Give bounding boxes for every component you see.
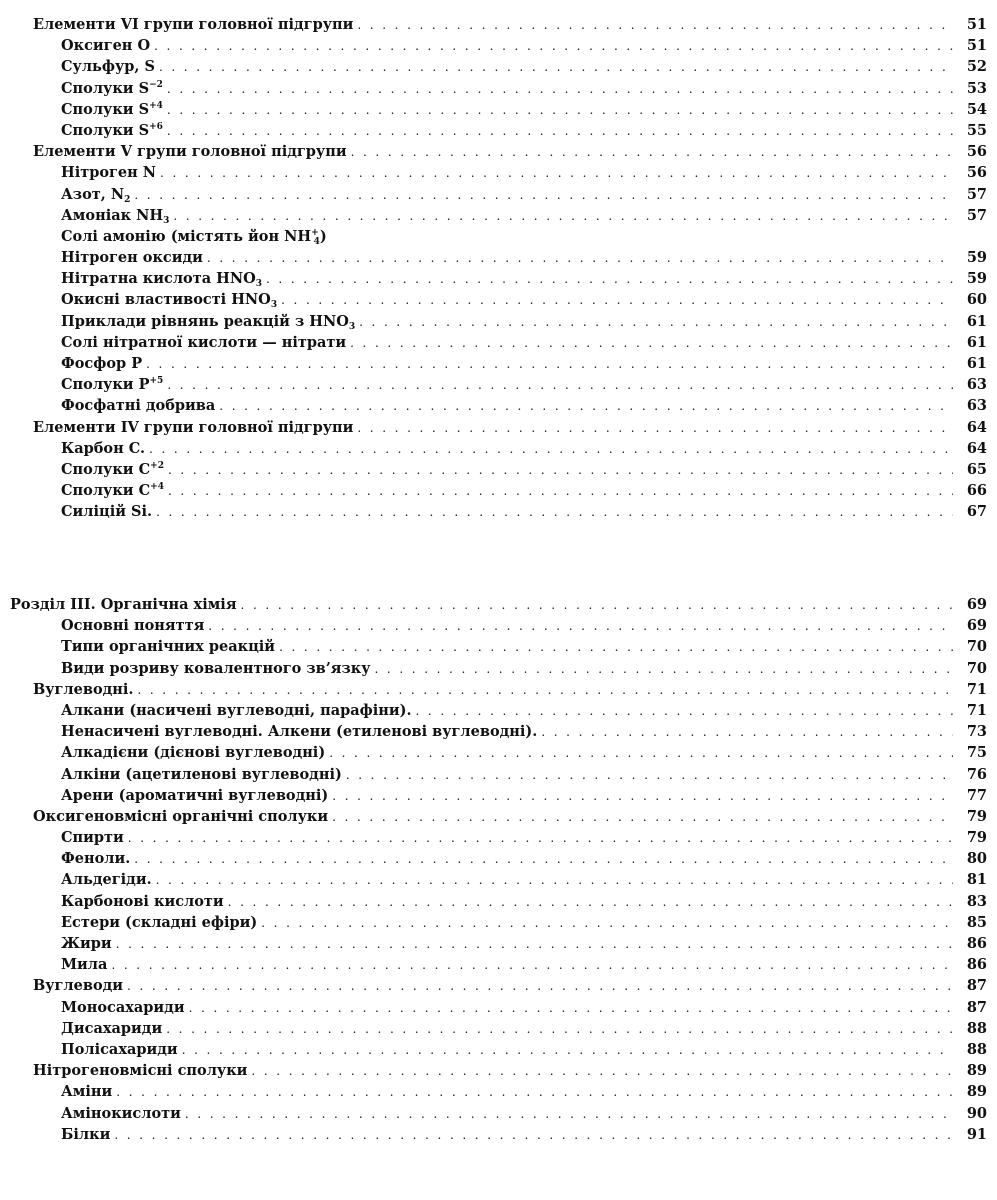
entry-title — [61, 268, 262, 289]
dot-leader — [359, 312, 953, 333]
entry-title-text: Типи органічних реакцій — [61, 638, 276, 656]
entry-title — [61, 615, 204, 636]
toc-entry[interactable] — [0, 997, 997, 1018]
entry-title — [61, 247, 203, 268]
entry-title-text: Сполуки P — [61, 376, 150, 394]
dot-leader — [281, 290, 953, 311]
entry-title — [61, 78, 163, 99]
page-number: 61 — [966, 312, 987, 330]
dot-leader — [167, 79, 953, 100]
toc-entry[interactable] — [0, 700, 997, 721]
dot-leader — [167, 121, 953, 142]
toc-entry[interactable] — [0, 1103, 997, 1124]
dot-leader — [329, 743, 953, 764]
dot-leader — [346, 765, 953, 786]
entry-title — [61, 1081, 112, 1102]
dot-leader — [114, 1125, 953, 1146]
entry-title-text: Арени (ароматичні вуглеводні) — [61, 786, 329, 804]
toc-section-entry[interactable] — [0, 594, 997, 615]
entry-title-text: Карбон C. — [61, 439, 146, 457]
dot-leader — [182, 1040, 953, 1061]
toc-section-entry[interactable] — [0, 14, 997, 35]
page-number: 91 — [966, 1125, 987, 1143]
dot-leader — [228, 892, 953, 913]
entry-title-text: Силіцій Si. — [61, 503, 153, 521]
toc-entry[interactable] — [0, 459, 997, 480]
entry-title — [61, 636, 275, 657]
entry-title — [33, 1060, 247, 1081]
entry-title-text: Сполуки C — [61, 482, 151, 500]
toc-entry[interactable] — [0, 1124, 997, 1145]
page-number: 69 — [966, 617, 987, 635]
entry-title-text: Оксиген O — [61, 37, 151, 55]
toc-entry[interactable] — [0, 289, 997, 310]
entry-title-text: Оксигеновмісні органічні сполуки — [33, 807, 329, 825]
page-number: 76 — [966, 765, 987, 783]
dot-leader — [156, 870, 953, 891]
entry-title — [61, 1018, 162, 1039]
toc-entry[interactable] — [0, 721, 997, 742]
dot-leader — [266, 269, 953, 290]
toc-entry[interactable] — [0, 226, 997, 247]
entry-title-text: Розділ III. Органічна хімія — [10, 596, 237, 613]
dot-leader — [208, 616, 953, 637]
page-number: 71 — [966, 701, 987, 719]
toc-section-entry[interactable] — [0, 417, 997, 438]
toc-entry[interactable] — [0, 78, 997, 99]
entry-title-text: Нітратна кислота HNO — [61, 270, 256, 288]
entry-title-text: Фосфатні добрива — [61, 397, 216, 415]
dot-leader — [154, 36, 953, 57]
toc-section-entry[interactable] — [0, 141, 997, 162]
entry-title — [61, 289, 277, 310]
toc-section-entry[interactable] — [0, 679, 997, 700]
toc-section-entry[interactable] — [0, 1060, 997, 1081]
dot-leader — [137, 680, 953, 701]
page-number: 51 — [966, 16, 987, 33]
entry-title-text: Елементи VI групи головної підгрупи — [33, 16, 354, 33]
toc-entry[interactable] — [0, 827, 997, 848]
entry-title — [61, 742, 325, 763]
toc-entry[interactable] — [0, 1039, 997, 1060]
dot-leader — [241, 595, 953, 616]
entry-title-text: Алкадієни (дієнові вуглеводні) — [61, 744, 326, 762]
toc-entry[interactable] — [0, 311, 997, 332]
entry-title — [33, 679, 133, 700]
dot-leader — [374, 659, 953, 680]
toc-entry[interactable] — [0, 332, 997, 353]
formula-subscript: 3 — [270, 300, 278, 311]
page-number: 71 — [966, 680, 987, 698]
page-number: 55 — [966, 121, 987, 139]
entry-title-text: Елементи V групи головної підгрупи — [33, 143, 347, 161]
dot-leader — [111, 955, 953, 976]
dot-leader — [156, 502, 953, 523]
entry-title — [61, 501, 152, 522]
entry-title-text: Вуглеводи — [33, 977, 124, 995]
page-number: 61 — [966, 355, 987, 372]
toc-entry[interactable] — [0, 438, 997, 459]
toc-entry[interactable] — [0, 395, 997, 416]
entry-title-text: Сульфур, S — [61, 58, 155, 76]
toc-entry[interactable] — [0, 162, 997, 183]
charge-superscript: +6 — [149, 121, 163, 132]
dot-leader — [116, 1082, 953, 1103]
dot-leader — [167, 100, 953, 121]
page-number: 77 — [966, 786, 987, 804]
toc-entry[interactable] — [0, 848, 997, 869]
page-number: 88 — [966, 1019, 987, 1037]
page-number: 87 — [966, 977, 987, 995]
entry-title — [61, 459, 164, 480]
entry-title — [61, 205, 169, 226]
page-number: 60 — [966, 291, 987, 309]
entry-title-text: Естери (складні ефіри) — [61, 913, 258, 931]
entry-title-text: Феноли. — [61, 850, 131, 868]
toc-block-organic — [0, 594, 997, 1145]
dot-leader — [168, 460, 953, 481]
toc-entry[interactable] — [0, 480, 997, 501]
entry-title — [61, 56, 155, 77]
dot-leader — [168, 481, 953, 502]
entry-title-text: Ненасичені вуглеводні. Алкени (етиленові вуглеводні). — [61, 723, 538, 741]
toc-entry[interactable] — [0, 247, 997, 268]
formula-subscript: 2 — [124, 194, 131, 205]
toc-entry[interactable] — [0, 353, 997, 374]
dot-leader — [167, 375, 953, 396]
toc-block-inorganic — [0, 14, 997, 523]
page-number: 70 — [966, 638, 987, 656]
charge-superscript: −2 — [149, 79, 163, 90]
formula-subscript: 3 — [255, 279, 262, 290]
entry-title — [10, 594, 237, 615]
page-number: 69 — [966, 596, 987, 613]
toc-entry[interactable] — [0, 869, 997, 890]
entry-title-text: Окисні властивості HNO — [61, 291, 271, 309]
toc-entry[interactable] — [0, 1081, 997, 1102]
entry-title — [61, 869, 152, 890]
page-number: 59 — [966, 249, 987, 267]
dot-leader — [251, 1061, 953, 1082]
charge-superscript: +2 — [150, 460, 164, 471]
entry-title — [61, 184, 130, 205]
entry-title-suffix: ) — [319, 227, 327, 245]
toc-entry[interactable] — [0, 891, 997, 912]
entry-title — [61, 332, 346, 353]
entry-title — [61, 99, 163, 120]
page-number: 57 — [966, 206, 987, 224]
toc-entry[interactable] — [0, 374, 997, 395]
charge-superscript: +5 — [149, 376, 164, 387]
entry-title-text: Альдегіди. — [61, 871, 152, 889]
formula-subscript: 4 — [313, 236, 320, 247]
toc-entry[interactable] — [0, 912, 997, 933]
toc-entry[interactable] — [0, 56, 997, 77]
entry-title-text: Мила — [61, 956, 108, 974]
page-number: 64 — [966, 439, 987, 457]
toc-entry[interactable] — [0, 99, 997, 120]
entry-title-text: Нітрогеновмісні сполуки — [33, 1062, 248, 1080]
dot-leader — [173, 206, 953, 227]
page-number: 52 — [966, 58, 987, 76]
page-number: 66 — [966, 482, 987, 500]
page-number: 87 — [966, 998, 987, 1016]
toc-entry[interactable] — [0, 1018, 997, 1039]
toc-entry[interactable] — [0, 184, 997, 205]
toc-entry[interactable] — [0, 205, 997, 226]
entry-title — [61, 311, 355, 332]
dot-leader — [332, 807, 953, 828]
entry-title-text: Солі нітратної кислоти — нітрати — [61, 333, 347, 351]
entry-title-text: Амоніак NH — [61, 206, 164, 224]
entry-title-text: Моносахариди — [61, 998, 185, 1016]
toc-entry[interactable] — [0, 742, 997, 763]
dot-leader — [146, 354, 953, 375]
page-number: 51 — [966, 37, 987, 55]
page-number: 67 — [966, 503, 987, 521]
dot-leader — [207, 248, 953, 269]
dot-leader — [149, 439, 953, 460]
entry-title — [61, 891, 224, 912]
dot-leader — [261, 913, 953, 934]
entry-title-text: Сполуки C — [61, 460, 151, 478]
entry-title-text: Вуглеводні. — [33, 680, 134, 698]
entry-title — [61, 785, 328, 806]
entry-title-text: Нітроген оксиди — [61, 249, 203, 267]
entry-title — [61, 721, 537, 742]
entry-title-text: Сполуки S — [61, 121, 150, 139]
entry-title — [61, 162, 156, 183]
entry-title-text: Приклади рівнянь реакцій з HNO — [61, 312, 349, 330]
page-number: 54 — [966, 100, 987, 118]
entry-title — [61, 954, 107, 975]
entry-title-text: Види розриву ковалентного зв’язку — [61, 659, 371, 677]
toc-entry[interactable] — [0, 764, 997, 785]
toc-entry[interactable] — [0, 501, 997, 522]
page-number: 53 — [966, 79, 987, 97]
toc-entry[interactable] — [0, 268, 997, 289]
dot-leader — [127, 976, 953, 997]
toc-section-entry[interactable] — [0, 975, 997, 996]
entry-title — [33, 141, 347, 162]
page-number: 64 — [966, 418, 987, 436]
entry-title — [61, 1039, 178, 1060]
page-number: 85 — [966, 913, 987, 931]
entry-title-text: Аміни — [61, 1083, 113, 1101]
dot-leader — [189, 998, 953, 1019]
toc-entry[interactable] — [0, 954, 997, 975]
page-number: 57 — [966, 185, 987, 203]
entry-title-text: Основні поняття — [61, 617, 205, 635]
charge-superscript: +4 — [149, 100, 163, 111]
page-number: 86 — [966, 956, 987, 974]
entry-title-text: Елементи IV групи головної підгрупи — [33, 418, 354, 436]
entry-title — [61, 395, 215, 416]
toc-entry[interactable] — [0, 658, 997, 679]
entry-title — [61, 226, 327, 247]
dot-leader — [219, 396, 953, 417]
page-number: 65 — [966, 460, 987, 478]
toc-entry[interactable] — [0, 785, 997, 806]
entry-title — [33, 417, 353, 438]
page-number: 88 — [966, 1040, 987, 1058]
page-number: 79 — [966, 807, 987, 825]
toc-entry[interactable] — [0, 933, 997, 954]
dot-leader — [160, 163, 953, 184]
page-number: 59 — [966, 270, 987, 288]
entry-title-text: Карбонові кислоти — [61, 892, 224, 910]
dot-leader — [541, 722, 953, 743]
dot-leader — [357, 418, 953, 439]
entry-title-text: Алкани (насичені вуглеводні, парафіни). — [61, 701, 412, 719]
entry-title — [61, 120, 163, 141]
dot-leader — [134, 849, 953, 870]
dot-leader — [350, 333, 953, 354]
charge-superscript: + — [311, 227, 319, 238]
page-number: 61 — [966, 333, 987, 351]
entry-title-text: Жири — [61, 935, 112, 952]
entry-title — [61, 848, 130, 869]
page-number: 70 — [966, 659, 987, 677]
entry-title — [61, 1103, 181, 1124]
entry-title-text: Дисахариди — [61, 1019, 163, 1037]
entry-title-text: Спирти — [61, 829, 124, 847]
dot-leader — [279, 637, 953, 658]
page-number: 73 — [966, 723, 987, 741]
page-number: 83 — [966, 892, 987, 910]
toc-section-entry[interactable] — [0, 806, 997, 827]
dot-leader — [416, 701, 954, 722]
entry-title — [61, 480, 164, 501]
entry-title-text: Сполуки S — [61, 79, 150, 97]
dot-leader — [116, 934, 953, 955]
entry-title-text: Полісахариди — [61, 1040, 178, 1058]
entry-title — [61, 35, 150, 56]
toc-entry[interactable] — [0, 120, 997, 141]
dot-leader — [134, 185, 953, 206]
entry-title — [61, 374, 163, 395]
entry-title — [61, 438, 145, 459]
page-number: 89 — [966, 1083, 987, 1101]
entry-title-text: Нітроген N — [61, 164, 157, 182]
entry-title — [61, 1124, 110, 1145]
formula-subscript: 3 — [163, 215, 170, 226]
toc-entry[interactable] — [0, 615, 997, 636]
page-number: 79 — [966, 829, 987, 847]
entry-title — [61, 700, 412, 721]
page-number: 89 — [966, 1062, 987, 1080]
entry-title — [61, 933, 112, 954]
entry-title — [61, 912, 257, 933]
page-number: 86 — [966, 935, 987, 952]
entry-title — [61, 658, 370, 679]
entry-title — [33, 806, 328, 827]
dot-leader — [332, 786, 953, 807]
dot-leader — [128, 828, 953, 849]
dot-leader — [351, 142, 953, 163]
page-number: 56 — [966, 164, 987, 182]
entry-title-text: Сполуки S — [61, 100, 150, 118]
dot-leader — [357, 15, 953, 36]
entry-title-text: Алкіни (ацетиленові вуглеводні) — [61, 765, 342, 783]
formula-subscript: 3 — [348, 321, 356, 332]
toc-entry[interactable] — [0, 636, 997, 657]
charge-superscript: +4 — [150, 482, 164, 493]
page-number: 90 — [966, 1104, 987, 1122]
entry-title — [61, 827, 124, 848]
page-number: 81 — [966, 871, 987, 889]
dot-leader — [185, 1104, 953, 1125]
entry-title-text: Амінокислоти — [61, 1104, 181, 1122]
entry-title-text: Азот, N — [61, 185, 125, 203]
dot-leader — [159, 57, 953, 78]
page-number: 63 — [966, 376, 987, 394]
entry-title-text: Фосфор P — [61, 355, 143, 372]
entry-title-text: Білки — [61, 1125, 111, 1143]
entry-title — [33, 975, 123, 996]
page-number: 75 — [966, 744, 987, 762]
page-number: 80 — [966, 850, 987, 868]
dot-leader — [166, 1019, 953, 1040]
page-number: 56 — [966, 143, 987, 161]
entry-title — [61, 764, 342, 785]
entry-title-text: Солі амонію (містять йон NH — [61, 227, 312, 245]
entry-title — [61, 997, 185, 1018]
toc-entry[interactable] — [0, 35, 997, 56]
entry-title — [61, 353, 142, 374]
page-number: 63 — [966, 397, 987, 415]
entry-title — [33, 14, 353, 35]
